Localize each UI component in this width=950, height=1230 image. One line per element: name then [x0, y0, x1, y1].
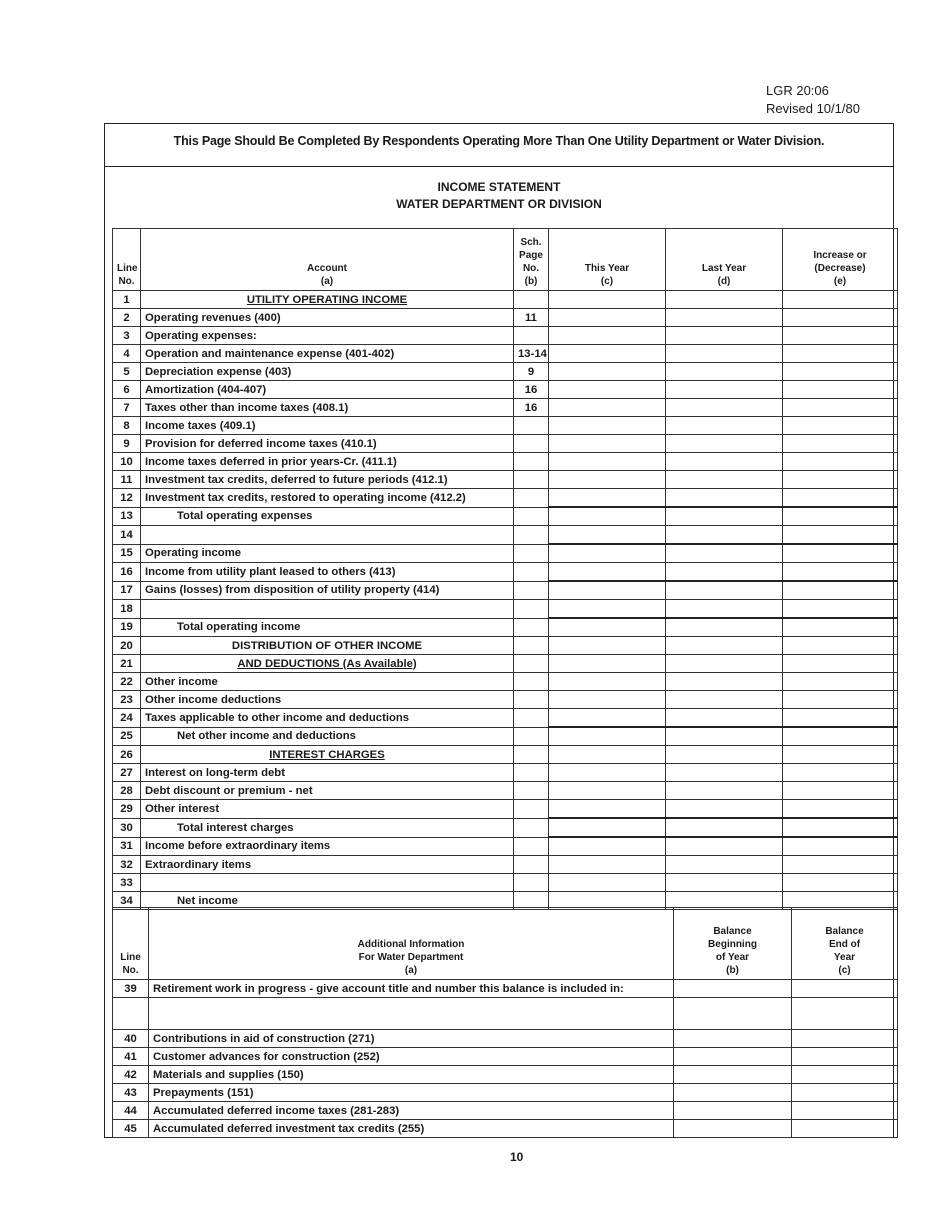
line-number: 22 [113, 673, 141, 691]
account-cell: Depreciation expense (403) [141, 363, 514, 381]
account-cell: Gains (losses) from disposition of utility property (414) [141, 581, 514, 600]
increase-decrease-cell[interactable] [783, 709, 898, 728]
income-row [113, 691, 898, 709]
line-number: 4 [113, 345, 141, 363]
account-cell: Total operating income [141, 618, 514, 637]
account-cell: UTILITY OPERATING INCOME [141, 291, 514, 309]
revision-date: Revised 10/1/80 [766, 101, 860, 116]
line-number: 10 [113, 453, 141, 471]
this-year-cell[interactable] [549, 618, 666, 637]
schedule-page-cell [514, 507, 549, 526]
schedule-page-cell: 16 [514, 381, 549, 399]
line-number: 11 [113, 471, 141, 489]
last-year-cell[interactable] [666, 837, 783, 856]
increase-decrease-cell[interactable] [783, 417, 898, 435]
schedule-page-cell: 13-14 [514, 345, 549, 363]
this-year-cell[interactable] [549, 489, 666, 508]
income-row [113, 563, 898, 582]
income-row [113, 363, 898, 381]
account-cell [141, 874, 514, 892]
account-cell: Other interest [141, 800, 514, 819]
line-number: 26 [113, 746, 141, 764]
account-cell: Taxes applicable to other income and deductions [141, 709, 514, 728]
completion-notice: This Page Should Be Completed By Respondents Operating More Than One Utility Department or Water Division. [173, 134, 825, 148]
this-year-cell[interactable] [549, 544, 666, 563]
additional-row [113, 1084, 898, 1102]
this-year-cell[interactable] [549, 673, 666, 691]
schedule-page-cell [514, 837, 549, 856]
increase-decrease-cell[interactable] [783, 782, 898, 800]
schedule-page-cell [514, 818, 549, 837]
balance-end-cell[interactable] [792, 1048, 898, 1066]
this-year-cell[interactable] [549, 782, 666, 800]
line-number: 19 [113, 618, 141, 637]
additional-row [113, 1048, 898, 1066]
line-number: 5 [113, 363, 141, 381]
line-number: 16 [113, 563, 141, 582]
income-statement-table [112, 228, 898, 910]
increase-decrease-cell[interactable] [783, 399, 898, 417]
line-number: 23 [113, 691, 141, 709]
schedule-page-cell [514, 746, 549, 764]
account-cell [141, 526, 514, 545]
increase-decrease-cell[interactable] [783, 691, 898, 709]
line-number: 42 [113, 1066, 149, 1084]
additional-row [113, 998, 898, 1030]
line-number: 7 [113, 399, 141, 417]
schedule-page-cell: 11 [514, 309, 549, 327]
last-year-cell[interactable] [666, 581, 783, 600]
account-cell: Investment tax credits, restored to operating income (412.2) [141, 489, 514, 508]
account-cell: Net income [141, 892, 514, 910]
schedule-page-cell [514, 782, 549, 800]
increase-decrease-cell[interactable] [783, 489, 898, 508]
this-year-cell[interactable] [549, 746, 666, 764]
line-no-header: Line No. [113, 908, 149, 980]
line-number: 39 [113, 980, 149, 998]
divider [105, 166, 893, 167]
this-year-cell[interactable] [549, 637, 666, 655]
increase-decrease-cell[interactable] [783, 526, 898, 545]
income-row [113, 673, 898, 691]
this-year-cell[interactable] [549, 327, 666, 345]
this-year-header: This Year (c) [549, 229, 666, 291]
last-year-cell[interactable] [666, 800, 783, 819]
line-number: 30 [113, 818, 141, 837]
last-year-header: Last Year (d) [666, 229, 783, 291]
account-cell: Total operating expenses [141, 507, 514, 526]
balance-beginning-cell[interactable] [674, 1084, 792, 1102]
account-cell: Operating revenues (400) [141, 309, 514, 327]
increase-decrease-cell[interactable] [783, 764, 898, 782]
this-year-cell[interactable] [549, 381, 666, 399]
last-year-cell[interactable] [666, 764, 783, 782]
line-number: 32 [113, 856, 141, 874]
income-row [113, 581, 898, 600]
increase-decrease-cell[interactable] [783, 309, 898, 327]
income-row [113, 746, 898, 764]
income-row [113, 837, 898, 856]
last-year-cell[interactable] [666, 399, 783, 417]
line-number: 31 [113, 837, 141, 856]
account-cell: Income from utility plant leased to others (413) [141, 563, 514, 582]
account-cell: Operation and maintenance expense (401-402) [141, 345, 514, 363]
last-year-cell[interactable] [666, 435, 783, 453]
increase-decrease-cell[interactable] [783, 856, 898, 874]
income-row [113, 655, 898, 673]
balance-beginning-cell[interactable] [674, 1030, 792, 1048]
line-number [113, 998, 149, 1030]
income-row [113, 417, 898, 435]
schedule-page-cell [514, 709, 549, 728]
last-year-cell[interactable] [666, 489, 783, 508]
increase-decrease-cell[interactable] [783, 363, 898, 381]
this-year-cell[interactable] [549, 600, 666, 619]
account-cell [141, 600, 514, 619]
this-year-cell[interactable] [549, 435, 666, 453]
balance-end-cell[interactable] [792, 1120, 898, 1138]
additional-row [113, 1120, 898, 1138]
additional-item-cell: Materials and supplies (150) [149, 1066, 674, 1084]
this-year-cell[interactable] [549, 417, 666, 435]
income-row [113, 507, 898, 526]
last-year-cell[interactable] [666, 471, 783, 489]
line-number: 45 [113, 1120, 149, 1138]
this-year-cell[interactable] [549, 581, 666, 600]
line-number: 40 [113, 1030, 149, 1048]
line-number: 14 [113, 526, 141, 545]
line-number: 24 [113, 709, 141, 728]
balance-end-cell[interactable] [792, 1030, 898, 1048]
income-row [113, 345, 898, 363]
last-year-cell[interactable] [666, 526, 783, 545]
form-code-block [766, 82, 860, 118]
statement-title: INCOME STATEMENT [437, 180, 561, 194]
line-number: 12 [113, 489, 141, 508]
this-year-cell[interactable] [549, 874, 666, 892]
page-number: 10 [510, 1150, 524, 1164]
additional-item-cell: Retirement work in progress - give account title and number this balance is included in: [149, 980, 674, 998]
account-cell: Total interest charges [141, 818, 514, 837]
schedule-page-cell [514, 581, 549, 600]
schedule-page-cell [514, 453, 549, 471]
line-number: 41 [113, 1048, 149, 1066]
additional-info-header: Additional Information For Water Department (a) [149, 908, 674, 980]
last-year-cell[interactable] [666, 327, 783, 345]
this-year-cell[interactable] [549, 309, 666, 327]
increase-decrease-cell[interactable] [783, 581, 898, 600]
increase-decrease-cell[interactable] [783, 291, 898, 309]
last-year-cell[interactable] [666, 453, 783, 471]
schedule-page-cell [514, 327, 549, 345]
income-row [113, 618, 898, 637]
this-year-cell[interactable] [549, 837, 666, 856]
schedule-page-cell [514, 526, 549, 545]
income-row [113, 818, 898, 837]
line-number: 6 [113, 381, 141, 399]
account-cell: Income before extraordinary items [141, 837, 514, 856]
schedule-page-cell [514, 471, 549, 489]
account-cell: Operating expenses: [141, 327, 514, 345]
account-header: Account (a) [141, 229, 514, 291]
this-year-cell[interactable] [549, 507, 666, 526]
statement-subtitle: WATER DEPARTMENT OR DIVISION [396, 197, 602, 211]
additional-item-cell: Prepayments (151) [149, 1084, 674, 1102]
line-number: 20 [113, 637, 141, 655]
balance-beginning-cell[interactable] [674, 998, 792, 1030]
line-number: 17 [113, 581, 141, 600]
schedule-page-cell: 16 [514, 399, 549, 417]
balance-end-header: Balance End of Year (c) [792, 908, 898, 980]
increase-decrease-cell[interactable] [783, 618, 898, 637]
balance-beginning-cell[interactable] [674, 1102, 792, 1120]
this-year-cell[interactable] [549, 691, 666, 709]
increase-decrease-cell[interactable] [783, 673, 898, 691]
income-row [113, 291, 898, 309]
this-year-cell[interactable] [549, 764, 666, 782]
account-cell: Debt discount or premium - net [141, 782, 514, 800]
schedule-page-header: Sch. Page No. (b) [514, 229, 549, 291]
income-row [113, 471, 898, 489]
account-cell: Investment tax credits, deferred to future periods (412.1) [141, 471, 514, 489]
income-row [113, 637, 898, 655]
account-cell: Income taxes deferred in prior years-Cr. (411.1) [141, 453, 514, 471]
line-number: 28 [113, 782, 141, 800]
line-number: 18 [113, 600, 141, 619]
income-row [113, 453, 898, 471]
schedule-page-cell: 9 [514, 363, 549, 381]
schedule-page-cell [514, 291, 549, 309]
last-year-cell[interactable] [666, 637, 783, 655]
this-year-cell[interactable] [549, 800, 666, 819]
line-number: 21 [113, 655, 141, 673]
last-year-cell[interactable] [666, 746, 783, 764]
line-number: 44 [113, 1102, 149, 1120]
account-cell: Income taxes (409.1) [141, 417, 514, 435]
form-code: LGR 20:06 [766, 83, 829, 98]
last-year-cell[interactable] [666, 727, 783, 746]
account-cell: Net other income and deductions [141, 727, 514, 746]
schedule-page-cell [514, 544, 549, 563]
line-number: 1 [113, 291, 141, 309]
additional-information-table [112, 907, 898, 1138]
last-year-cell[interactable] [666, 874, 783, 892]
schedule-page-cell [514, 727, 549, 746]
last-year-cell[interactable] [666, 673, 783, 691]
balance-beginning-header: Balance Beginning of Year (b) [674, 908, 792, 980]
last-year-cell[interactable] [666, 291, 783, 309]
account-cell: Other income deductions [141, 691, 514, 709]
last-year-cell[interactable] [666, 563, 783, 582]
schedule-page-cell [514, 637, 549, 655]
income-header-row [113, 229, 898, 291]
balance-beginning-cell[interactable] [674, 1120, 792, 1138]
additional-item-cell: Accumulated deferred investment tax credits (255) [149, 1120, 674, 1138]
last-year-cell[interactable] [666, 691, 783, 709]
balance-end-cell[interactable] [792, 998, 898, 1030]
account-cell: Operating income [141, 544, 514, 563]
line-number: 43 [113, 1084, 149, 1102]
increase-decrease-cell[interactable] [783, 874, 898, 892]
line-no-header: Line No. [113, 229, 141, 291]
account-cell: Amortization (404-407) [141, 381, 514, 399]
last-year-cell[interactable] [666, 818, 783, 837]
line-number: 13 [113, 507, 141, 526]
income-row [113, 309, 898, 327]
schedule-page-cell [514, 691, 549, 709]
last-year-cell[interactable] [666, 309, 783, 327]
this-year-cell[interactable] [549, 345, 666, 363]
income-row [113, 709, 898, 728]
increase-decrease-cell[interactable] [783, 655, 898, 673]
additional-row [113, 1102, 898, 1120]
last-year-cell[interactable] [666, 782, 783, 800]
balance-beginning-cell[interactable] [674, 1048, 792, 1066]
line-number: 34 [113, 892, 141, 910]
line-number: 27 [113, 764, 141, 782]
income-row [113, 800, 898, 819]
line-number: 29 [113, 800, 141, 819]
additional-item-cell: Customer advances for construction (252) [149, 1048, 674, 1066]
schedule-page-cell [514, 563, 549, 582]
income-row [113, 544, 898, 563]
income-row [113, 381, 898, 399]
income-row [113, 856, 898, 874]
last-year-cell[interactable] [666, 655, 783, 673]
line-number: 33 [113, 874, 141, 892]
increase-decrease-cell[interactable] [783, 327, 898, 345]
this-year-cell[interactable] [549, 453, 666, 471]
line-number: 25 [113, 727, 141, 746]
this-year-cell[interactable] [549, 709, 666, 728]
line-number: 2 [113, 309, 141, 327]
account-cell: DISTRIBUTION OF OTHER INCOME [141, 637, 514, 655]
increase-decrease-cell[interactable] [783, 435, 898, 453]
income-row [113, 600, 898, 619]
schedule-page-cell [514, 489, 549, 508]
income-row [113, 327, 898, 345]
increase-decrease-cell[interactable] [783, 800, 898, 819]
account-cell: INTEREST CHARGES [141, 746, 514, 764]
last-year-cell[interactable] [666, 618, 783, 637]
increase-decrease-cell[interactable] [783, 727, 898, 746]
account-cell: AND DEDUCTIONS (As Available) [141, 655, 514, 673]
additional-row [113, 1066, 898, 1084]
this-year-cell[interactable] [549, 291, 666, 309]
increase-decrease-cell[interactable] [783, 453, 898, 471]
schedule-page-cell [514, 800, 549, 819]
this-year-cell[interactable] [549, 727, 666, 746]
additional-row [113, 1030, 898, 1048]
last-year-cell[interactable] [666, 381, 783, 399]
last-year-cell[interactable] [666, 600, 783, 619]
income-row [113, 874, 898, 892]
schedule-page-cell [514, 874, 549, 892]
line-number: 3 [113, 327, 141, 345]
account-cell: Interest on long-term debt [141, 764, 514, 782]
increase-decrease-cell[interactable] [783, 544, 898, 563]
income-row [113, 399, 898, 417]
schedule-page-cell [514, 655, 549, 673]
line-number: 8 [113, 417, 141, 435]
income-row [113, 764, 898, 782]
line-number: 15 [113, 544, 141, 563]
this-year-cell[interactable] [549, 471, 666, 489]
this-year-cell[interactable] [549, 563, 666, 582]
balance-beginning-cell[interactable] [674, 1066, 792, 1084]
increase-decrease-cell[interactable] [783, 637, 898, 655]
this-year-cell[interactable] [549, 818, 666, 837]
balance-end-cell[interactable] [792, 980, 898, 998]
balance-end-cell[interactable] [792, 1084, 898, 1102]
additional-header-row [113, 908, 898, 980]
last-year-cell[interactable] [666, 363, 783, 381]
increase-decrease-cell[interactable] [783, 818, 898, 837]
account-cell: Extraordinary items [141, 856, 514, 874]
increase-decrease-cell[interactable] [783, 563, 898, 582]
additional-row [113, 980, 898, 998]
line-number: 9 [113, 435, 141, 453]
balance-end-cell[interactable] [792, 1066, 898, 1084]
this-year-cell[interactable] [549, 856, 666, 874]
account-cell: Other income [141, 673, 514, 691]
schedule-page-cell [514, 417, 549, 435]
schedule-page-cell [514, 673, 549, 691]
this-year-cell[interactable] [549, 363, 666, 381]
schedule-page-cell [514, 600, 549, 619]
last-year-cell[interactable] [666, 507, 783, 526]
this-year-cell[interactable] [549, 655, 666, 673]
increase-decrease-cell[interactable] [783, 345, 898, 363]
last-year-cell[interactable] [666, 544, 783, 563]
balance-beginning-cell[interactable] [674, 980, 792, 998]
schedule-page-cell [514, 764, 549, 782]
this-year-cell[interactable] [549, 526, 666, 545]
schedule-page-cell [514, 435, 549, 453]
increase-decrease-cell[interactable] [783, 837, 898, 856]
last-year-cell[interactable] [666, 417, 783, 435]
income-row [113, 782, 898, 800]
increase-decrease-cell[interactable] [783, 471, 898, 489]
account-cell: Provision for deferred income taxes (410.1) [141, 435, 514, 453]
increase-decrease-cell[interactable] [783, 507, 898, 526]
this-year-cell[interactable] [549, 399, 666, 417]
increase-decrease-header: Increase or (Decrease) (e) [783, 229, 898, 291]
increase-decrease-cell[interactable] [783, 746, 898, 764]
income-row [113, 489, 898, 508]
increase-decrease-cell[interactable] [783, 381, 898, 399]
statement-title-block [105, 179, 893, 213]
balance-end-cell[interactable] [792, 1102, 898, 1120]
income-row [113, 435, 898, 453]
schedule-page-cell [514, 856, 549, 874]
increase-decrease-cell[interactable] [783, 600, 898, 619]
schedule-page-cell [514, 618, 549, 637]
last-year-cell[interactable] [666, 345, 783, 363]
additional-item-cell: Accumulated deferred income taxes (281-283) [149, 1102, 674, 1120]
account-cell: Taxes other than income taxes (408.1) [141, 399, 514, 417]
last-year-cell[interactable] [666, 856, 783, 874]
additional-item-cell [149, 998, 674, 1030]
additional-item-cell: Contributions in aid of construction (271) [149, 1030, 674, 1048]
income-row [113, 727, 898, 746]
income-row [113, 526, 898, 545]
last-year-cell[interactable] [666, 709, 783, 728]
